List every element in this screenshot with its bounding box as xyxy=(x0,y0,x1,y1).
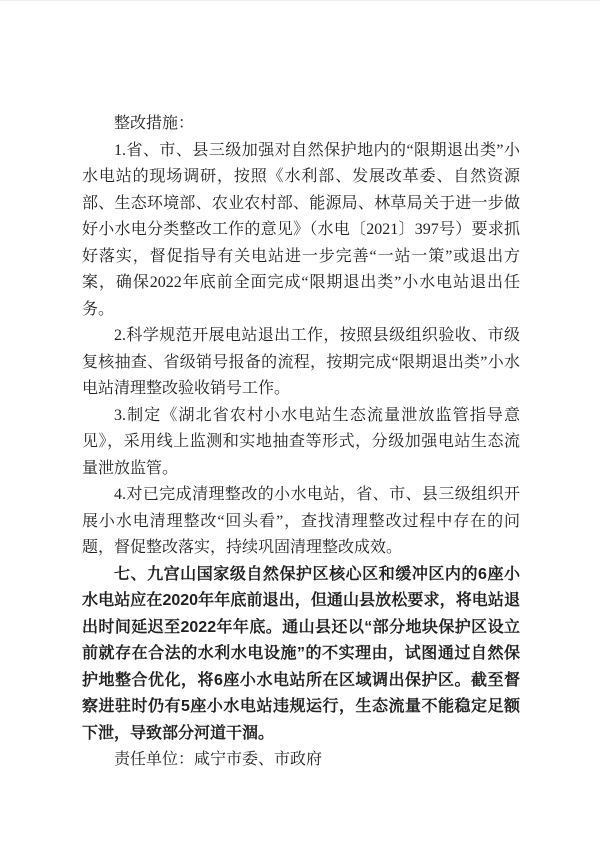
issue-paragraph-seven: 七、九宫山国家级自然保护区核心区和缓冲区内的6座小水电站应在2020年年底前退出，但通山县放松要求，将电站退出时间延迟至2022年年底。通山县还以“部分地块保护区设立前就存在合法的水利水电设施”的不实理由，试图通过自然保护地整合优化，将6座小水电站所在区域调出保护区。截至督察进驻时仍有5座小水电站违规运行，生态流量不能稳定足额下泄，导致部分河道干涸。 xyxy=(82,565,520,742)
document-body xyxy=(82,111,520,774)
measure-paragraph-1: 1.省、市、县三级加强对自然保护地内的“限期退出类”小水电站的现场调研，按照《水利部、发展改革委、自然资源部、生态环境部、农业农村部、能源局、林草局关于进一步做好小水电分类整改工作的意见》（水电〔2021〕397号）要求抓好落实，督促指导有关电站进一步完善“一站一策”或退出方案，确保2022年底前全面完成“限期退出类”小水电站退出任务。 xyxy=(82,141,520,318)
measure-paragraph-2: 2.科学规范开展电站退出工作，按照县级组织验收、市级复核抽查、省级销号报备的流程，按期完成“限期退出类”小水电站清理整改验收销号工作。 xyxy=(82,327,520,397)
section-label-rectification-measures: 整改措施： xyxy=(114,115,195,132)
measure-paragraph-3: 3.制定《湖北省农村小水电站生态流量泄放监管指导意见》，采用线上监测和实地抽查等形式，分级加强电站生态流量泄放监管。 xyxy=(82,406,520,477)
responsible-unit-line: 责任单位：咸宁市委、市政府 xyxy=(114,751,323,768)
measure-paragraph-4: 4.对已完成清理整改的小水电站，省、市、县三级组织开展小水电清理整改“回头看”，查找清理整改过程中存在的问题，督促整改落实，持续巩固清理整改成效。 xyxy=(82,486,520,556)
